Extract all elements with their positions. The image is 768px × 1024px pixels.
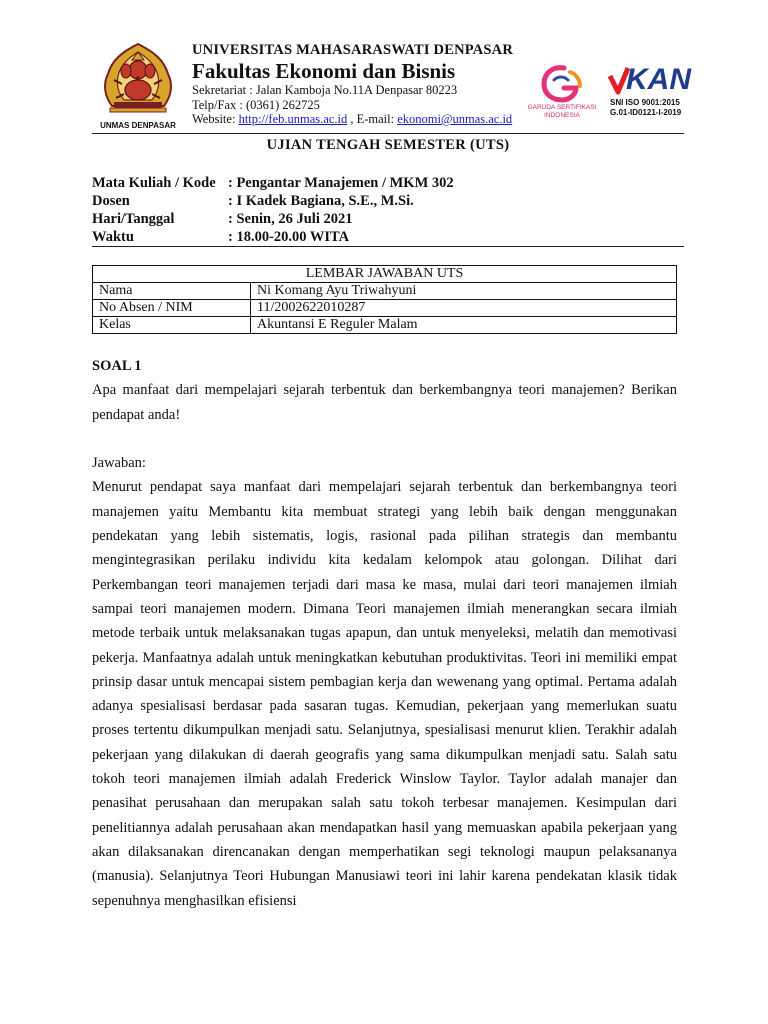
garuda-caption-1: GARUDA SERTIFIKASI bbox=[527, 104, 597, 111]
course-info bbox=[92, 174, 684, 246]
info-row-lecturer bbox=[92, 192, 684, 210]
spacer bbox=[92, 427, 677, 451]
row-value: Ni Komang Ayu Triwahyuni bbox=[251, 283, 677, 300]
email-label: , E-mail: bbox=[347, 112, 398, 126]
garuda-certification-logo bbox=[527, 64, 597, 122]
secretariat-address: Sekretariat : Jalan Kamboja No.11A Denpasar 80223 bbox=[192, 83, 458, 97]
row-label: Nama bbox=[93, 283, 251, 300]
phone-fax: Telp/Fax : (0361) 262725 bbox=[192, 97, 320, 112]
info-label: Dosen bbox=[92, 193, 130, 209]
letterhead bbox=[192, 42, 552, 127]
answer-label: Jawaban: bbox=[92, 455, 146, 472]
table-header-row bbox=[93, 266, 677, 283]
kan-accreditation-logo bbox=[608, 64, 700, 122]
row-label: Kelas bbox=[93, 317, 251, 334]
unmas-logo bbox=[92, 40, 184, 132]
kan-iso: SNI ISO 9001:2015 bbox=[610, 98, 680, 107]
table-row bbox=[93, 317, 677, 334]
university-name: UNIVERSITAS MAHASARASWATI DENPASAR bbox=[192, 42, 514, 58]
website-link[interactable]: http://feb.unmas.ac.id bbox=[238, 112, 348, 126]
answer-text: Menurut pendapat saya manfaat dari mempelajari sejarah terbentuk dan berkembangnya teori manajemen yaitu Membantu kita membuat strategi yang lebih baik dengan menggunakan pendekatan yang lebih sistematis, logis, rasional pada pilihan strategis dan membantu mengintegrasikan perilaku individu kita kedalam kelompok atau golongan. Dilihat dari Perkembangan teori manajemen terjadi dari masa ke masa, mulai dari teori manajemen ilmiah sampai teori manajemen modern. Dimana Teori manajemen ilmiah menerangkan secara ilmiah metode terbaik untuk melaksanakan tugas apapun, dan untuk menyeleksi, melatih dan memotivasi pekerja. Manfaatnya adalah untuk meningkatkan kebutuhan produktivitas. Teori ini memiliki empat prinsip dasar untuk mencapai sistem pembagian kerja dan wewenang yang optimal. Pertama adalah adanya spesialisasi berdasar pada sasaran tugas. Kemudian, pekerjaan yang memerlukan suatu proses tertentu dikumpulkan menjadi satu. Selanjutnya, spesialisasi menurut klien. Terakhir adalah pekerjaan yang dilakukan di daerah geografis yang sama dikumpulkan menjadi satu. Salah satu tokoh teori manajemen ilmiah adalah Frederick Winslow Taylor. Taylor adalah manajer dan penasihat perusahaan dan merupakan salah satu tokoh terbesar manajemen. Kesimpulan dari penelitiannya adalah perusahaan akan mendapatkan hasil yang memuaskan apabila pekerjaan yang akan dilaksanakan direncanakan dengan memperhatikan segi teknologi maupun pelaksananya (manusia). Selanjutnya Teori Hubungan Manusiawi teori ini lahir karena pendekatan klasik tidak sepenuhnya menghasilkan efisiensi bbox=[92, 479, 677, 909]
ganesha-emblem-icon bbox=[92, 40, 184, 132]
email-link[interactable]: ekonomi@unmas.ac.id bbox=[397, 112, 513, 126]
kan-code: G.01-ID0121-I-2019 bbox=[610, 108, 682, 117]
info-label: Waktu bbox=[92, 229, 134, 245]
kan-wordmark: KAN bbox=[626, 63, 691, 96]
info-label: Mata Kuliah / Kode bbox=[92, 175, 216, 191]
sheet-title: LEMBAR JAWABAN UTS bbox=[93, 266, 677, 283]
question-heading: SOAL 1 bbox=[92, 358, 142, 374]
info-label: Hari/Tanggal bbox=[92, 211, 175, 227]
question-text: Apa manfaat dari mempelajari sejarah terbentuk dan berkembangnya teori manajemen? Berikan pendapat anda! bbox=[92, 382, 677, 423]
garuda-caption-2: INDONESIA bbox=[544, 112, 580, 119]
faculty-name: Fakultas Ekonomi dan Bisnis bbox=[192, 59, 456, 83]
row-label: No Absen / NIM bbox=[93, 300, 251, 317]
info-value: : I Kadek Bagiana, S.E., M.Si. bbox=[228, 193, 414, 209]
exam-title: UJIAN TENGAH SEMESTER (UTS) bbox=[266, 137, 510, 153]
info-row-date bbox=[92, 210, 684, 228]
website-label: Website: bbox=[192, 112, 239, 126]
logo-caption: UNMAS DENPASAR bbox=[100, 121, 176, 130]
row-value: Akuntansi E Reguler Malam bbox=[251, 317, 677, 334]
exam-body bbox=[92, 354, 677, 913]
info-value: : Senin, 26 Juli 2021 bbox=[228, 211, 353, 227]
row-value: 11/2002622010287 bbox=[251, 300, 677, 317]
answer-sheet-table bbox=[92, 265, 677, 334]
table-row bbox=[93, 300, 677, 317]
contact-line bbox=[192, 112, 552, 127]
info-row-course bbox=[92, 174, 684, 192]
table-row bbox=[93, 283, 677, 300]
info-row-time bbox=[92, 228, 684, 246]
info-value: : Pengantar Manajemen / MKM 302 bbox=[228, 175, 454, 191]
garuda-swirl-icon bbox=[530, 64, 594, 104]
info-value: : 18.00-20.00 WITA bbox=[228, 229, 350, 245]
header-divider bbox=[92, 133, 684, 134]
info-divider bbox=[92, 246, 684, 247]
